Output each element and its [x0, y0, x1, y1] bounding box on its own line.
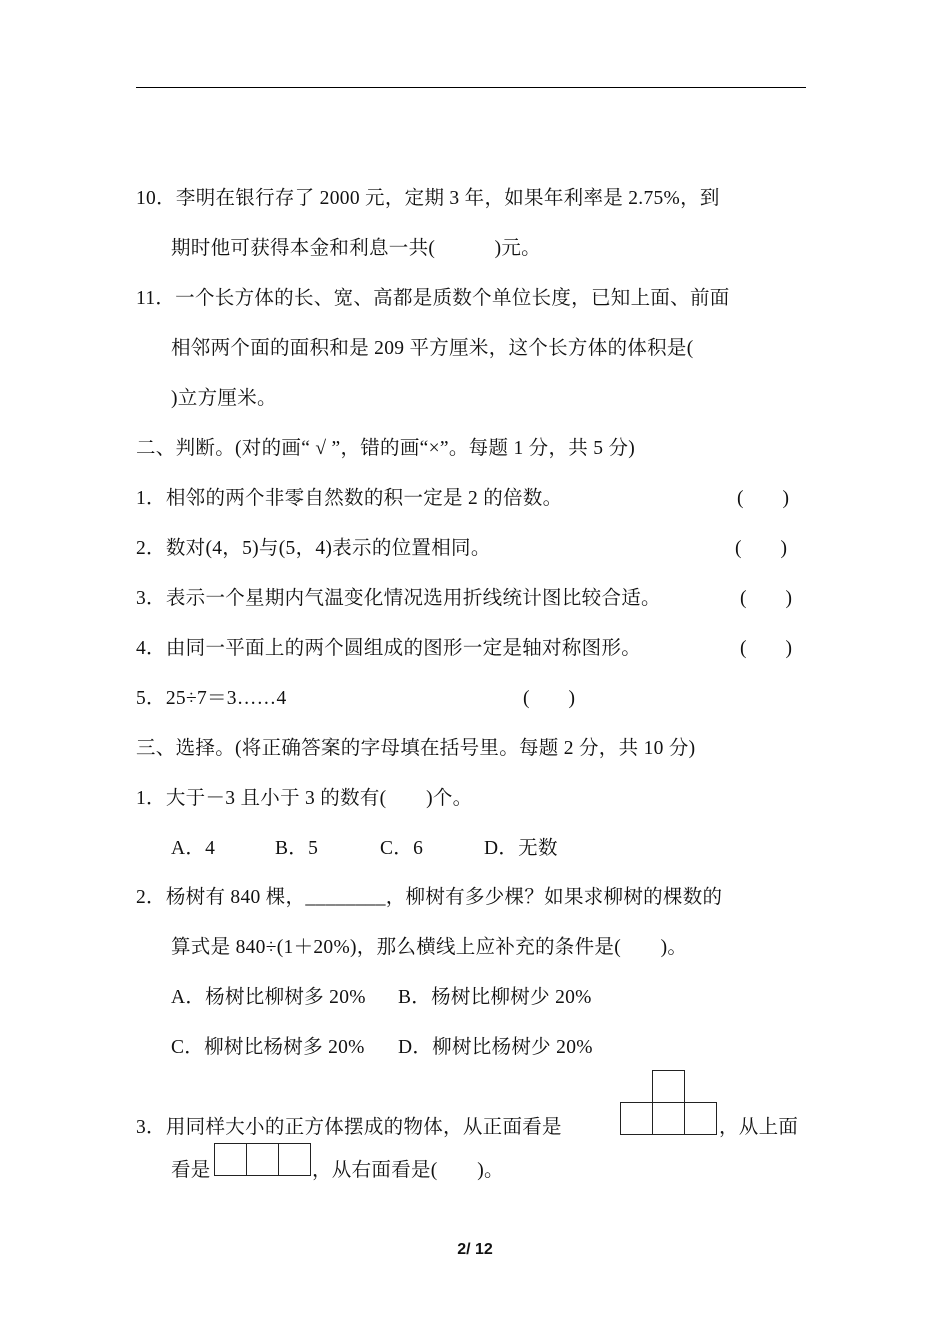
section2-title: 二、判断。(对的画“ √ ”，错的画“×”。每题 1 分，共 5 分): [136, 438, 636, 459]
q10-line1: 10．李明在银行存了 2000 元，定期 3 年，如果年利率是 2.75%，到: [136, 188, 720, 209]
top-view-square-1: [215, 1144, 247, 1176]
judge-answer-5[interactable]: ( ): [523, 688, 575, 709]
choice-q3-line1-b: ，从上面: [719, 1117, 799, 1138]
judge-item-2: 2．数对(4，5)与(5，4)表示的位置相同。: [136, 538, 491, 559]
choice-q2-line2: 算式是 840÷(1＋20%)，那么横线上应补充的条件是( )。: [171, 937, 688, 958]
judge-item-3: 3．表示一个星期内气温变化情况选用折线统计图比较合适。: [136, 588, 661, 609]
top-view-square-2: [247, 1144, 279, 1176]
judge-answer-3[interactable]: ( ): [740, 588, 792, 609]
choice-q2-line1: 2．杨树有 840 棵，________，柳树有多少棵？如果求柳树的棵数的: [136, 887, 723, 908]
choice-q1-option-b[interactable]: B．5: [275, 838, 319, 859]
page-number: 2/ 12: [457, 1241, 493, 1258]
choice-q2-option-a[interactable]: A．杨树比柳树多 20%: [171, 987, 366, 1008]
choice-q3-line2-a: 看是: [171, 1160, 211, 1181]
q11-line1: 11．一个长方体的长、宽、高都是质数个单位长度，已知上面、前面: [136, 288, 730, 309]
choice-q2-option-c[interactable]: C．柳树比杨树多 20%: [171, 1037, 365, 1058]
choice-q1-option-a[interactable]: A．4: [171, 838, 216, 859]
judge-item-1: 1．相邻的两个非零自然数的积一定是 2 的倍数。: [136, 488, 563, 509]
front-view-figure: [620, 1069, 718, 1137]
judge-answer-1[interactable]: ( ): [737, 488, 789, 509]
choice-q3-line1-a: 3．用同样大小的正方体摆成的物体，从正面看是: [136, 1117, 562, 1138]
q11-line3: )立方厘米。: [171, 388, 277, 409]
choice-q1-option-d[interactable]: D．无数: [484, 838, 558, 859]
choice-q1-option-c[interactable]: C．6: [380, 838, 424, 859]
q10-line2: 期时他可获得本金和利息一共( )元。: [171, 238, 541, 259]
front-view-square-1: [621, 1103, 653, 1135]
front-view-square-2: [653, 1103, 685, 1135]
choice-q2-option-d[interactable]: D．柳树比杨树少 20%: [398, 1037, 593, 1058]
front-view-top-square: [653, 1071, 685, 1103]
q11-line2: 相邻两个面的面积和是 209 平方厘米，这个长方体的体积是(: [171, 338, 694, 359]
judge-answer-2[interactable]: ( ): [735, 538, 787, 559]
judge-item-4: 4．由同一平面上的两个圆组成的图形一定是轴对称图形。: [136, 638, 642, 659]
choice-q3-line2-b: ，从右面看是( )。: [312, 1160, 504, 1181]
judge-answer-4[interactable]: ( ): [740, 638, 792, 659]
choice-q2-option-b[interactable]: B．杨树比柳树少 20%: [398, 987, 592, 1008]
section3-title: 三、选择。(将正确答案的字母填在括号里。每题 2 分，共 10 分): [136, 738, 696, 759]
front-view-square-3: [685, 1103, 717, 1135]
judge-item-5: 5．25÷7＝3……4: [136, 688, 287, 709]
top-view-figure: [214, 1143, 311, 1177]
choice-q1-stem: 1．大于－3 且小于 3 的数有( )个。: [136, 788, 473, 809]
top-view-square-3: [279, 1144, 311, 1176]
header-rule: [136, 87, 806, 88]
